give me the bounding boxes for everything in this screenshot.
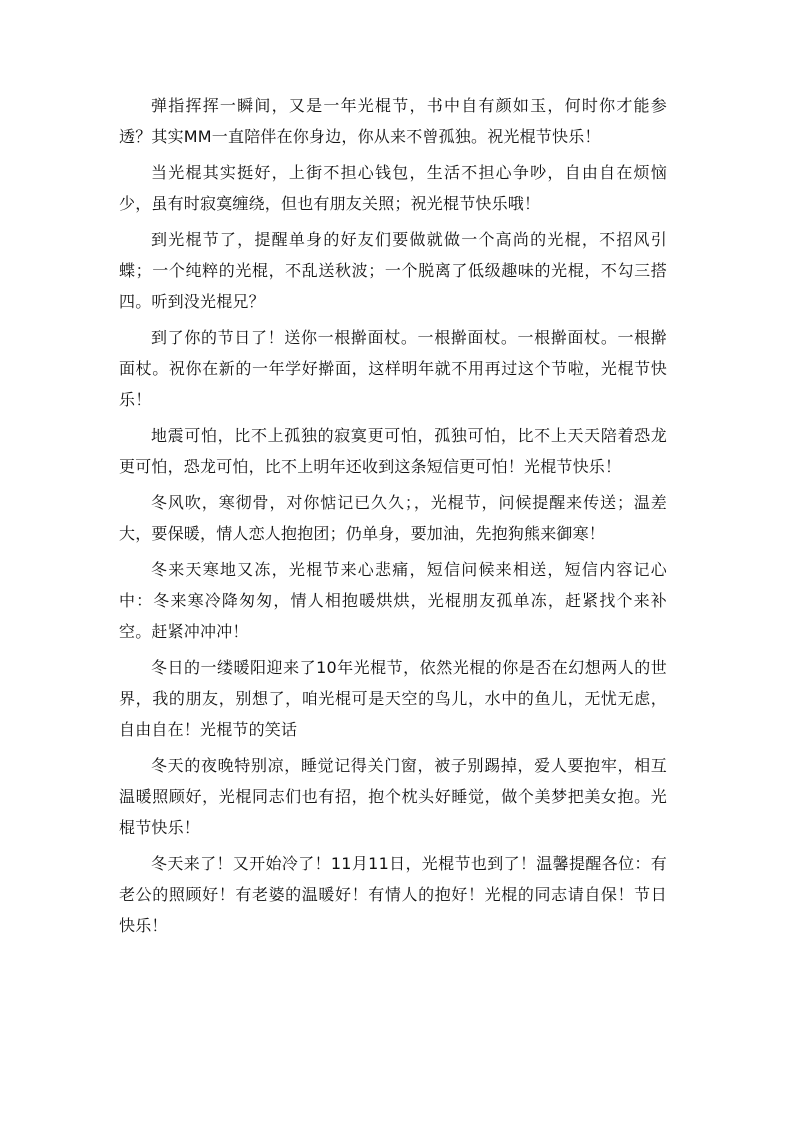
paragraph-2: 当光棍其实挺好，上街不担心钱包，生活不担心争吵，自由自在烦恼少，虽有时寂寞缠绕，但也有朋友关照；祝光棍节快乐哦！ [119, 163, 667, 213]
paragraph-4: 到了你的节日了！送你一根擀面杖。一根擀面杖。一根擀面杖。一根擀面杖。祝你在新的一年学好擀面，这样明年就不用再过这个节啦，光棍节快乐！ [119, 328, 667, 409]
paragraph-7: 冬来天寒地又冻，光棍节来心悲痛，短信问候来相送，短信内容记心中：冬来寒冷降匆匆，情人相抱暖烘烘，光棍朋友孤单冻，赶紧找个来补空。赶紧冲冲冲！ [119, 560, 667, 641]
paragraph-3: 到光棍节了，提醒单身的好友们要做就做一个高尚的光棍，不招风引蝶；一个纯粹的光棍，不乱送秋波；一个脱离了低级趣味的光棍，不勾三搭四。听到没光棍兄？ [119, 230, 667, 311]
paragraph-6: 冬风吹，寒彻骨，对你惦记已久久；，光棍节，问候提醒来传送；温差大，要保暖，情人恋人抱抱团；仍单身，要加油，先抱狗熊来御寒！ [119, 493, 667, 543]
paragraph-10: 冬天来了！又开始冷了！11月11日，光棍节也到了！温馨提醒各位：有老公的照顾好！有老婆的温暖好！有情人的抱好！光棍的同志请自保！节日快乐！ [119, 854, 667, 935]
paragraph-5: 地震可怕，比不上孤独的寂寞更可怕，孤独可怕，比不上天天陪着恐龙更可怕，恐龙可怕，比不上明年还收到这条短信更可怕！光棍节快乐！ [119, 426, 667, 476]
paragraph-8: 冬日的一缕暖阳迎来了10年光棍节，依然光棍的你是否在幻想两人的世界，我的朋友，别想了，咱光棍可是天空的鸟儿，水中的鱼儿，无忧无虑，自由自在！光棍节的笑话 [119, 658, 667, 739]
paragraph-1: 弹指挥挥一瞬间，又是一年光棍节，书中自有颜如玉，何时你才能参透？其实MM一直陪伴在你身边，你从来不曾孤独。祝光棍节快乐！ [119, 96, 667, 146]
document-body [119, 90, 667, 946]
paragraph-9: 冬天的夜晚特别凉，睡觉记得关门窗，被子别踢掉，爱人要抱牢，相互温暖照顾好，光棍同志们也有招，抱个枕头好睡觉，做个美梦把美女抱。光棍节快乐！ [119, 756, 667, 837]
